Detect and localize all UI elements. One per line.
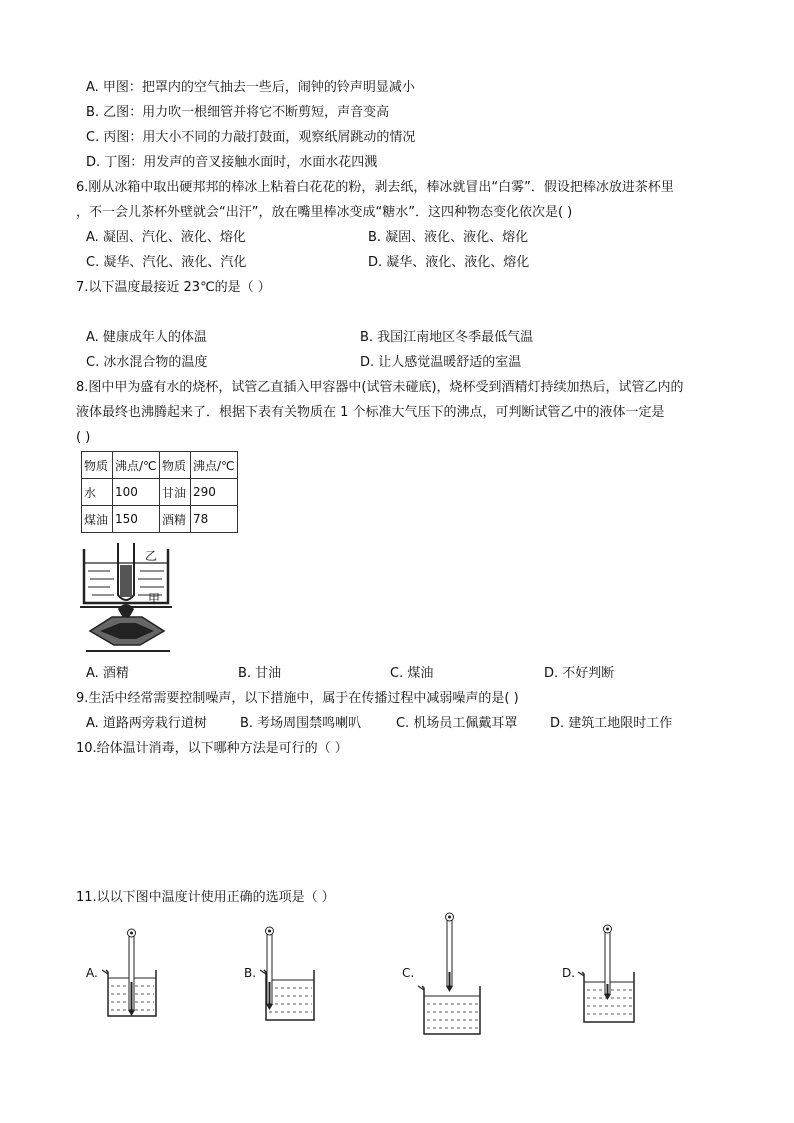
table-header-cell: 物质	[82, 452, 113, 479]
q8-stem-line2: 液体最终也沸腾起来了．根据下表有关物质在 1 个标准大气压下的沸点，可判断试管乙中的液体一定是	[76, 405, 665, 420]
thermometer-figure-b	[256, 926, 320, 1022]
table-cell: 水	[82, 479, 113, 506]
table-header-cell: 沸点/℃	[191, 452, 238, 479]
thermometer-figure-d	[574, 924, 640, 1024]
q11-stem: 11.以以下图中温度计使用正确的选项是（ ）	[76, 890, 335, 905]
q8-option-a: A. 酒精	[86, 666, 129, 681]
q8-option-d: D. 不好判断	[544, 666, 615, 681]
table-row	[82, 452, 238, 479]
beaker-label: 甲	[148, 592, 161, 606]
table-row	[82, 479, 238, 506]
boiling-point-table	[81, 451, 238, 533]
q7-option-b: B. 我国江南地区冬季最低气温	[360, 330, 534, 345]
q8-stem-line1: 8.图中甲为盛有水的烧杯，试管乙直插入甲容器中(试管未碰底)，烧杯受到酒精灯持续加热后，试管乙内的	[76, 380, 684, 395]
table-cell: 150	[113, 506, 160, 533]
q6-option-b: B. 凝固、液化、液化、熔化	[368, 230, 529, 245]
q5-option-d: D. 丁图：用发声的音叉接触水面时，水面水花四溅	[86, 155, 378, 170]
q7-stem: 7.以下温度最接近 23℃的是（ ）	[76, 280, 271, 295]
table-cell: 100	[113, 479, 160, 506]
q9-option-b: B. 考场周围禁鸣喇叭	[240, 716, 362, 731]
table-cell: 78	[191, 506, 238, 533]
q6-option-a: A. 凝固、汽化、液化、熔化	[86, 230, 246, 245]
q7-option-a: A. 健康成年人的体温	[86, 330, 207, 345]
q5-option-c: C. 丙图：用大小不同的力敲打鼓面，观察纸屑跳动的情况	[86, 130, 416, 145]
q7-option-d: D. 让人感觉温暖舒适的室温	[360, 355, 522, 370]
thermometer-figure-c	[416, 912, 488, 1036]
q7-option-c: C. 冰水混合物的温度	[86, 355, 208, 370]
q11-label-b: B.	[244, 966, 257, 980]
q6-stem-line1: 6.刚从冰箱中取出硬邦邦的棒冰上粘着白花花的粉，剥去纸，棒冰就冒出“白雾”．假设把棒冰放进茶杯里	[76, 180, 674, 195]
q10-stem: 10.给体温计消毒，以下哪种方法是可行的（ ）	[76, 741, 348, 756]
q8-stem-line3: ( )	[76, 430, 91, 445]
table-header-cell: 沸点/℃	[113, 452, 160, 479]
q6-option-d: D. 凝华、液化、液化、熔化	[368, 255, 530, 270]
q9-option-a: A. 道路两旁栽行道树	[86, 716, 207, 731]
q8-option-c: C. 煤油	[390, 666, 434, 681]
q11-label-a: A.	[86, 966, 98, 980]
q6-option-c: C. 凝华、汽化、液化、汽化	[86, 255, 247, 270]
heating-apparatus-figure	[80, 543, 180, 655]
table-cell: 290	[191, 479, 238, 506]
table-row	[82, 506, 238, 533]
test-tube-label: 乙	[145, 549, 158, 563]
q11-label-c: C.	[402, 966, 415, 980]
q5-option-b: B. 乙图：用力吹一根细管并将它不断剪短，声音变高	[86, 105, 390, 120]
table-cell: 甘油	[160, 479, 191, 506]
table-cell: 煤油	[82, 506, 113, 533]
thermometer-figure-a	[98, 928, 162, 1020]
q11-label-d: D.	[562, 966, 576, 980]
q6-stem-line2: ，不一会儿茶杯外壁就会“出汗”，放在嘴里棒冰变成“糖水”．这四种物态变化依次是( )	[76, 205, 573, 220]
table-header-cell: 物质	[160, 452, 191, 479]
q9-option-c: C. 机场员工佩戴耳罩	[396, 716, 518, 731]
q5-option-a: A. 甲图：把罩内的空气抽去一些后，闹钟的铃声明显减小	[86, 80, 415, 95]
q9-option-d: D. 建筑工地限时工作	[550, 716, 673, 731]
table-cell: 酒精	[160, 506, 191, 533]
q9-stem: 9.生活中经常需要控制噪声，以下措施中，属于在传播过程中减弱噪声的是( )	[76, 691, 519, 706]
q8-option-b: B. 甘油	[238, 666, 282, 681]
